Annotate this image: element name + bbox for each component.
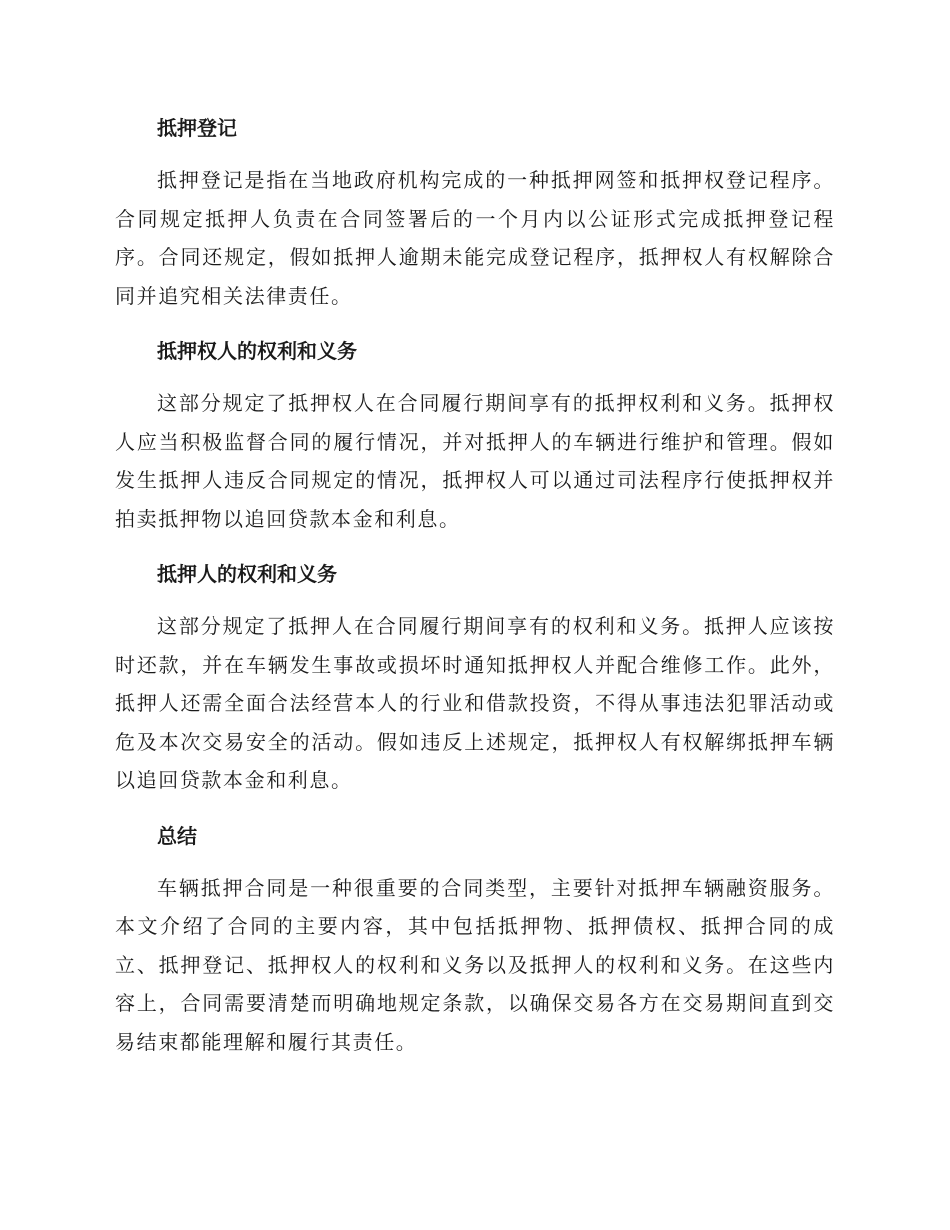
section-heading-mortgagee-rights: 抵押权人的权利和义务 bbox=[157, 339, 357, 363]
section-paragraph-mortgage-registration: 抵押登记是指在当地政府机构完成的一种抵押网签和抵押权登记程序。合同规定抵押人负责在合同签署后的一个月内以公证形式完成抵押登记程序。合同还规定，假如抵押人逾期未能完成登记程序，抵押权人有权解除合同并追究相关法律责任。 bbox=[115, 168, 835, 308]
section-heading-mortgagor-rights: 抵押人的权利和义务 bbox=[157, 562, 337, 586]
section-heading-summary: 总结 bbox=[157, 823, 197, 848]
section-paragraph-summary: 车辆抵押合同是一种很重要的合同类型，主要针对抵押车辆融资服务。本文介绍了合同的主要内容，其中包括抵押物、抵押债权、抵押合同的成立、抵押登记、抵押权人的权利和义务以及抵押人的权利和义务。在这些内容上，合同需要清楚而明确地规定条款，以确保交易各方在交易期间直到交易结束都能理解和履行其责任。 bbox=[115, 875, 835, 1054]
section-paragraph-mortgagee-rights: 这部分规定了抵押权人在合同履行期间享有的抵押权利和义务。抵押权人应当积极监督合同的履行情况，并对抵押人的车辆进行维护和管理。假如发生抵押人违反合同规定的情况，抵押权人可以通过司法程序行使抵押权并拍卖抵押物以追回贷款本金和利息。 bbox=[115, 391, 835, 531]
section-heading-mortgage-registration: 抵押登记 bbox=[157, 116, 237, 140]
section-paragraph-mortgagor-rights: 这部分规定了抵押人在合同履行期间享有的权利和义务。抵押人应该按时还款，并在车辆发生事故或损坏时通知抵押权人并配合维修工作。此外，抵押人还需全面合法经营本人的行业和借款投资，不得从事违法犯罪活动或危及本次交易安全的活动。假如违反上述规定，抵押权人有权解绑抵押车辆以追回贷款本金和利息。 bbox=[115, 614, 835, 792]
document-body bbox=[115, 110, 835, 1061]
